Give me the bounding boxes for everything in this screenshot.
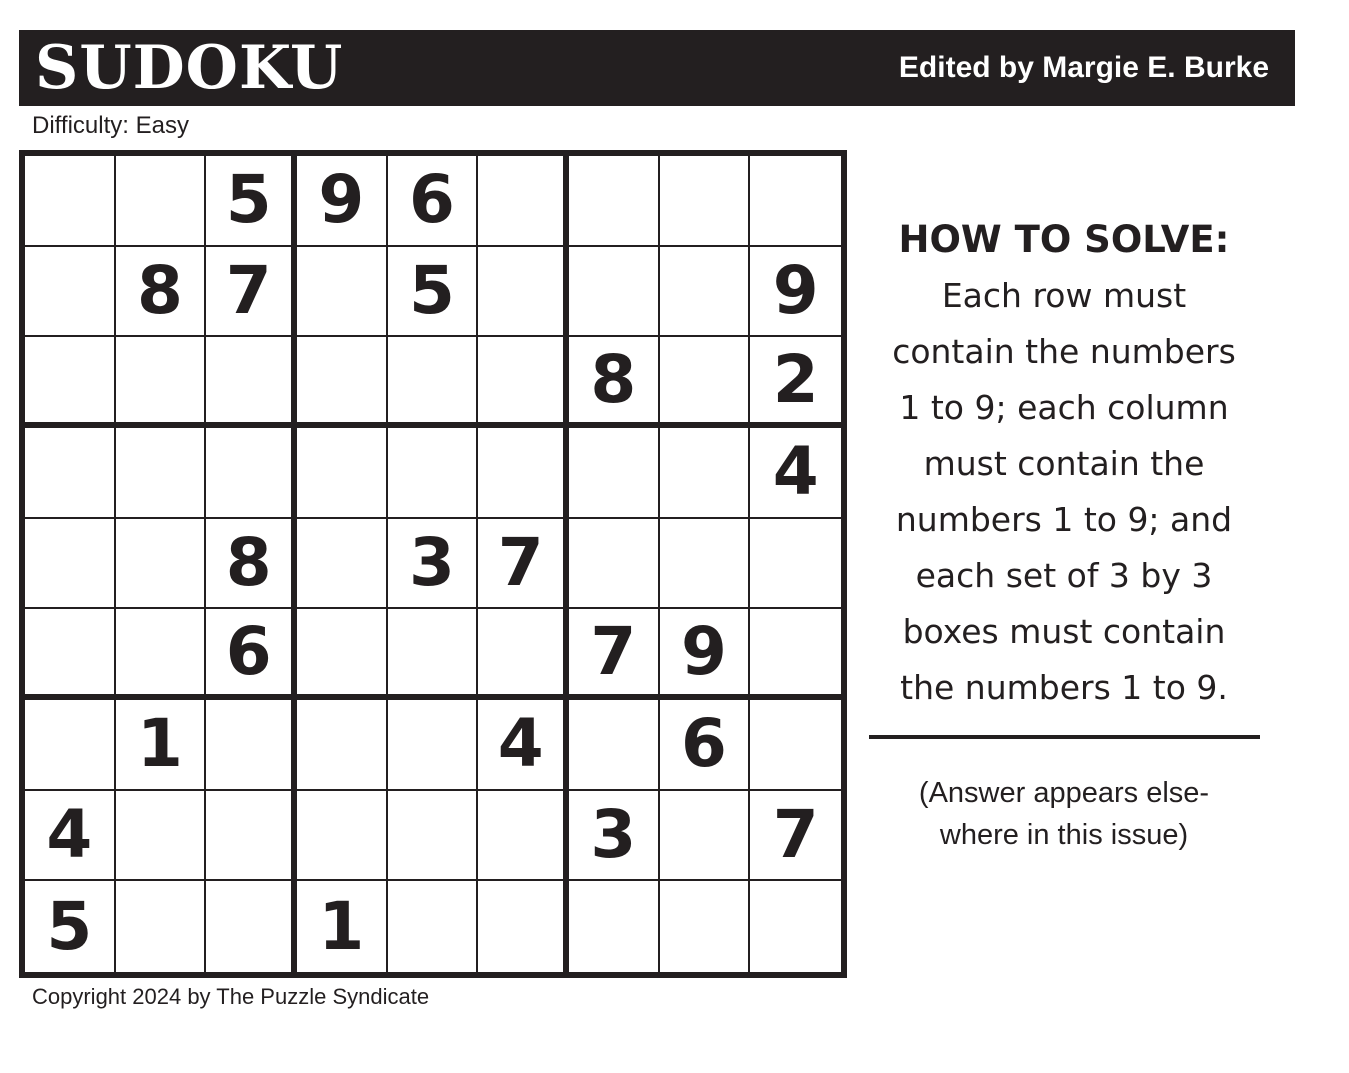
sudoku-grid: [19, 150, 847, 978]
sudoku-cell-empty[interactable]: [750, 609, 841, 700]
instructions-line: each set of 3 by 3: [915, 556, 1213, 595]
answer-note: [866, 772, 1262, 856]
instructions-line: Each row must: [941, 276, 1187, 315]
sudoku-cell-given: 8: [569, 337, 660, 428]
sudoku-cell-given: 7: [569, 609, 660, 700]
sudoku-cell-given: 5: [388, 247, 479, 338]
instructions-line: numbers 1 to 9; and: [895, 500, 1233, 539]
sudoku-cell-empty[interactable]: [297, 609, 388, 700]
sudoku-cell-empty[interactable]: [388, 337, 479, 428]
sudoku-cell-empty[interactable]: [569, 156, 660, 247]
sudoku-cell-empty[interactable]: [478, 428, 569, 519]
sudoku-cell-empty[interactable]: [388, 700, 479, 791]
sudoku-cell-empty[interactable]: [297, 247, 388, 338]
sudoku-cell-empty[interactable]: [478, 791, 569, 882]
sudoku-cell-empty[interactable]: [660, 519, 751, 610]
sudoku-cell-given: 1: [116, 700, 207, 791]
sudoku-cell-empty[interactable]: [25, 519, 116, 610]
sudoku-cell-empty[interactable]: [569, 428, 660, 519]
sudoku-cell-empty[interactable]: [25, 156, 116, 247]
sudoku-cell-empty[interactable]: [206, 428, 297, 519]
sudoku-cell-empty[interactable]: [116, 337, 207, 428]
sudoku-cell-given: 6: [660, 700, 751, 791]
sudoku-cell-empty[interactable]: [478, 247, 569, 338]
sudoku-cell-empty[interactable]: [660, 428, 751, 519]
sudoku-cell-empty[interactable]: [206, 881, 297, 972]
sudoku-cell-given: 9: [660, 609, 751, 700]
sudoku-cell-empty[interactable]: [116, 881, 207, 972]
sudoku-cell-empty[interactable]: [750, 519, 841, 610]
instructions-line: the numbers 1 to 9.: [900, 668, 1228, 707]
sudoku-cell-empty[interactable]: [206, 337, 297, 428]
instructions-heading: HOW TO SOLVE:: [898, 218, 1230, 261]
editor-credit: Edited by Margie E. Burke: [898, 51, 1269, 84]
difficulty-label: Difficulty: Easy: [32, 112, 189, 139]
sudoku-cell-empty[interactable]: [116, 609, 207, 700]
sudoku-cell-empty[interactable]: [25, 609, 116, 700]
sudoku-cell-empty[interactable]: [297, 791, 388, 882]
sudoku-cell-empty[interactable]: [297, 700, 388, 791]
sudoku-cell-given: 3: [569, 791, 660, 882]
sudoku-cell-given: 4: [478, 700, 569, 791]
puzzle-title: SUDOKU: [35, 33, 344, 103]
answer-note-line: where in this issue): [939, 819, 1189, 851]
instructions-panel: [866, 212, 1262, 716]
sudoku-cell-given: 2: [750, 337, 841, 428]
sudoku-cell-empty[interactable]: [25, 337, 116, 428]
sudoku-cell-empty[interactable]: [25, 428, 116, 519]
sudoku-cell-empty[interactable]: [569, 247, 660, 338]
copyright-notice: Copyright 2024 by The Puzzle Syndicate: [32, 984, 430, 1009]
sudoku-cell-empty[interactable]: [660, 337, 751, 428]
sudoku-cell-empty[interactable]: [206, 791, 297, 882]
answer-note-line: (Answer appears else-: [918, 777, 1210, 809]
sudoku-cell-empty[interactable]: [206, 700, 297, 791]
sudoku-cell-given: 7: [206, 247, 297, 338]
sudoku-cell-empty[interactable]: [25, 700, 116, 791]
sudoku-cell-empty[interactable]: [116, 428, 207, 519]
sudoku-cell-empty[interactable]: [116, 156, 207, 247]
sudoku-cell-given: 8: [206, 519, 297, 610]
sudoku-cell-empty[interactable]: [569, 700, 660, 791]
header-banner: [19, 30, 1295, 106]
sudoku-cell-given: 7: [750, 791, 841, 882]
sudoku-cell-empty[interactable]: [116, 519, 207, 610]
sudoku-cell-empty[interactable]: [388, 881, 479, 972]
sudoku-cell-given: 5: [25, 881, 116, 972]
sudoku-cell-empty[interactable]: [297, 337, 388, 428]
sudoku-cell-empty[interactable]: [297, 428, 388, 519]
sudoku-cell-empty[interactable]: [25, 247, 116, 338]
sudoku-cell-empty[interactable]: [660, 247, 751, 338]
sudoku-cell-given: 6: [206, 609, 297, 700]
sudoku-cell-given: 9: [297, 156, 388, 247]
sudoku-cell-empty[interactable]: [388, 791, 479, 882]
instructions-line: boxes must contain: [902, 612, 1226, 651]
sudoku-cell-empty[interactable]: [297, 519, 388, 610]
sudoku-cell-given: 4: [750, 428, 841, 519]
sudoku-cell-empty[interactable]: [478, 881, 569, 972]
sudoku-cell-empty[interactable]: [660, 156, 751, 247]
sudoku-cell-empty[interactable]: [660, 881, 751, 972]
divider-rule: [869, 735, 1260, 739]
sudoku-cell-empty[interactable]: [478, 156, 569, 247]
sudoku-cell-given: 8: [116, 247, 207, 338]
sudoku-cell-empty[interactable]: [478, 337, 569, 428]
sudoku-cell-given: 3: [388, 519, 479, 610]
sudoku-cell-empty[interactable]: [569, 519, 660, 610]
instructions-line: contain the numbers: [892, 332, 1236, 371]
sudoku-cell-empty[interactable]: [388, 428, 479, 519]
sudoku-cell-given: 6: [388, 156, 479, 247]
sudoku-cell-empty[interactable]: [750, 881, 841, 972]
sudoku-cell-empty[interactable]: [569, 881, 660, 972]
sudoku-cell-given: 7: [478, 519, 569, 610]
sudoku-cell-empty[interactable]: [388, 609, 479, 700]
sudoku-cell-given: 9: [750, 247, 841, 338]
sudoku-cell-given: 4: [25, 791, 116, 882]
sudoku-cell-given: 1: [297, 881, 388, 972]
sudoku-cell-empty[interactable]: [660, 791, 751, 882]
sudoku-cell-empty[interactable]: [750, 700, 841, 791]
instructions-line: must contain the: [923, 444, 1205, 483]
sudoku-cell-empty[interactable]: [116, 791, 207, 882]
sudoku-cell-empty[interactable]: [478, 609, 569, 700]
instructions-line: 1 to 9; each column: [899, 388, 1229, 427]
sudoku-cell-empty[interactable]: [750, 156, 841, 247]
sudoku-cell-given: 5: [206, 156, 297, 247]
